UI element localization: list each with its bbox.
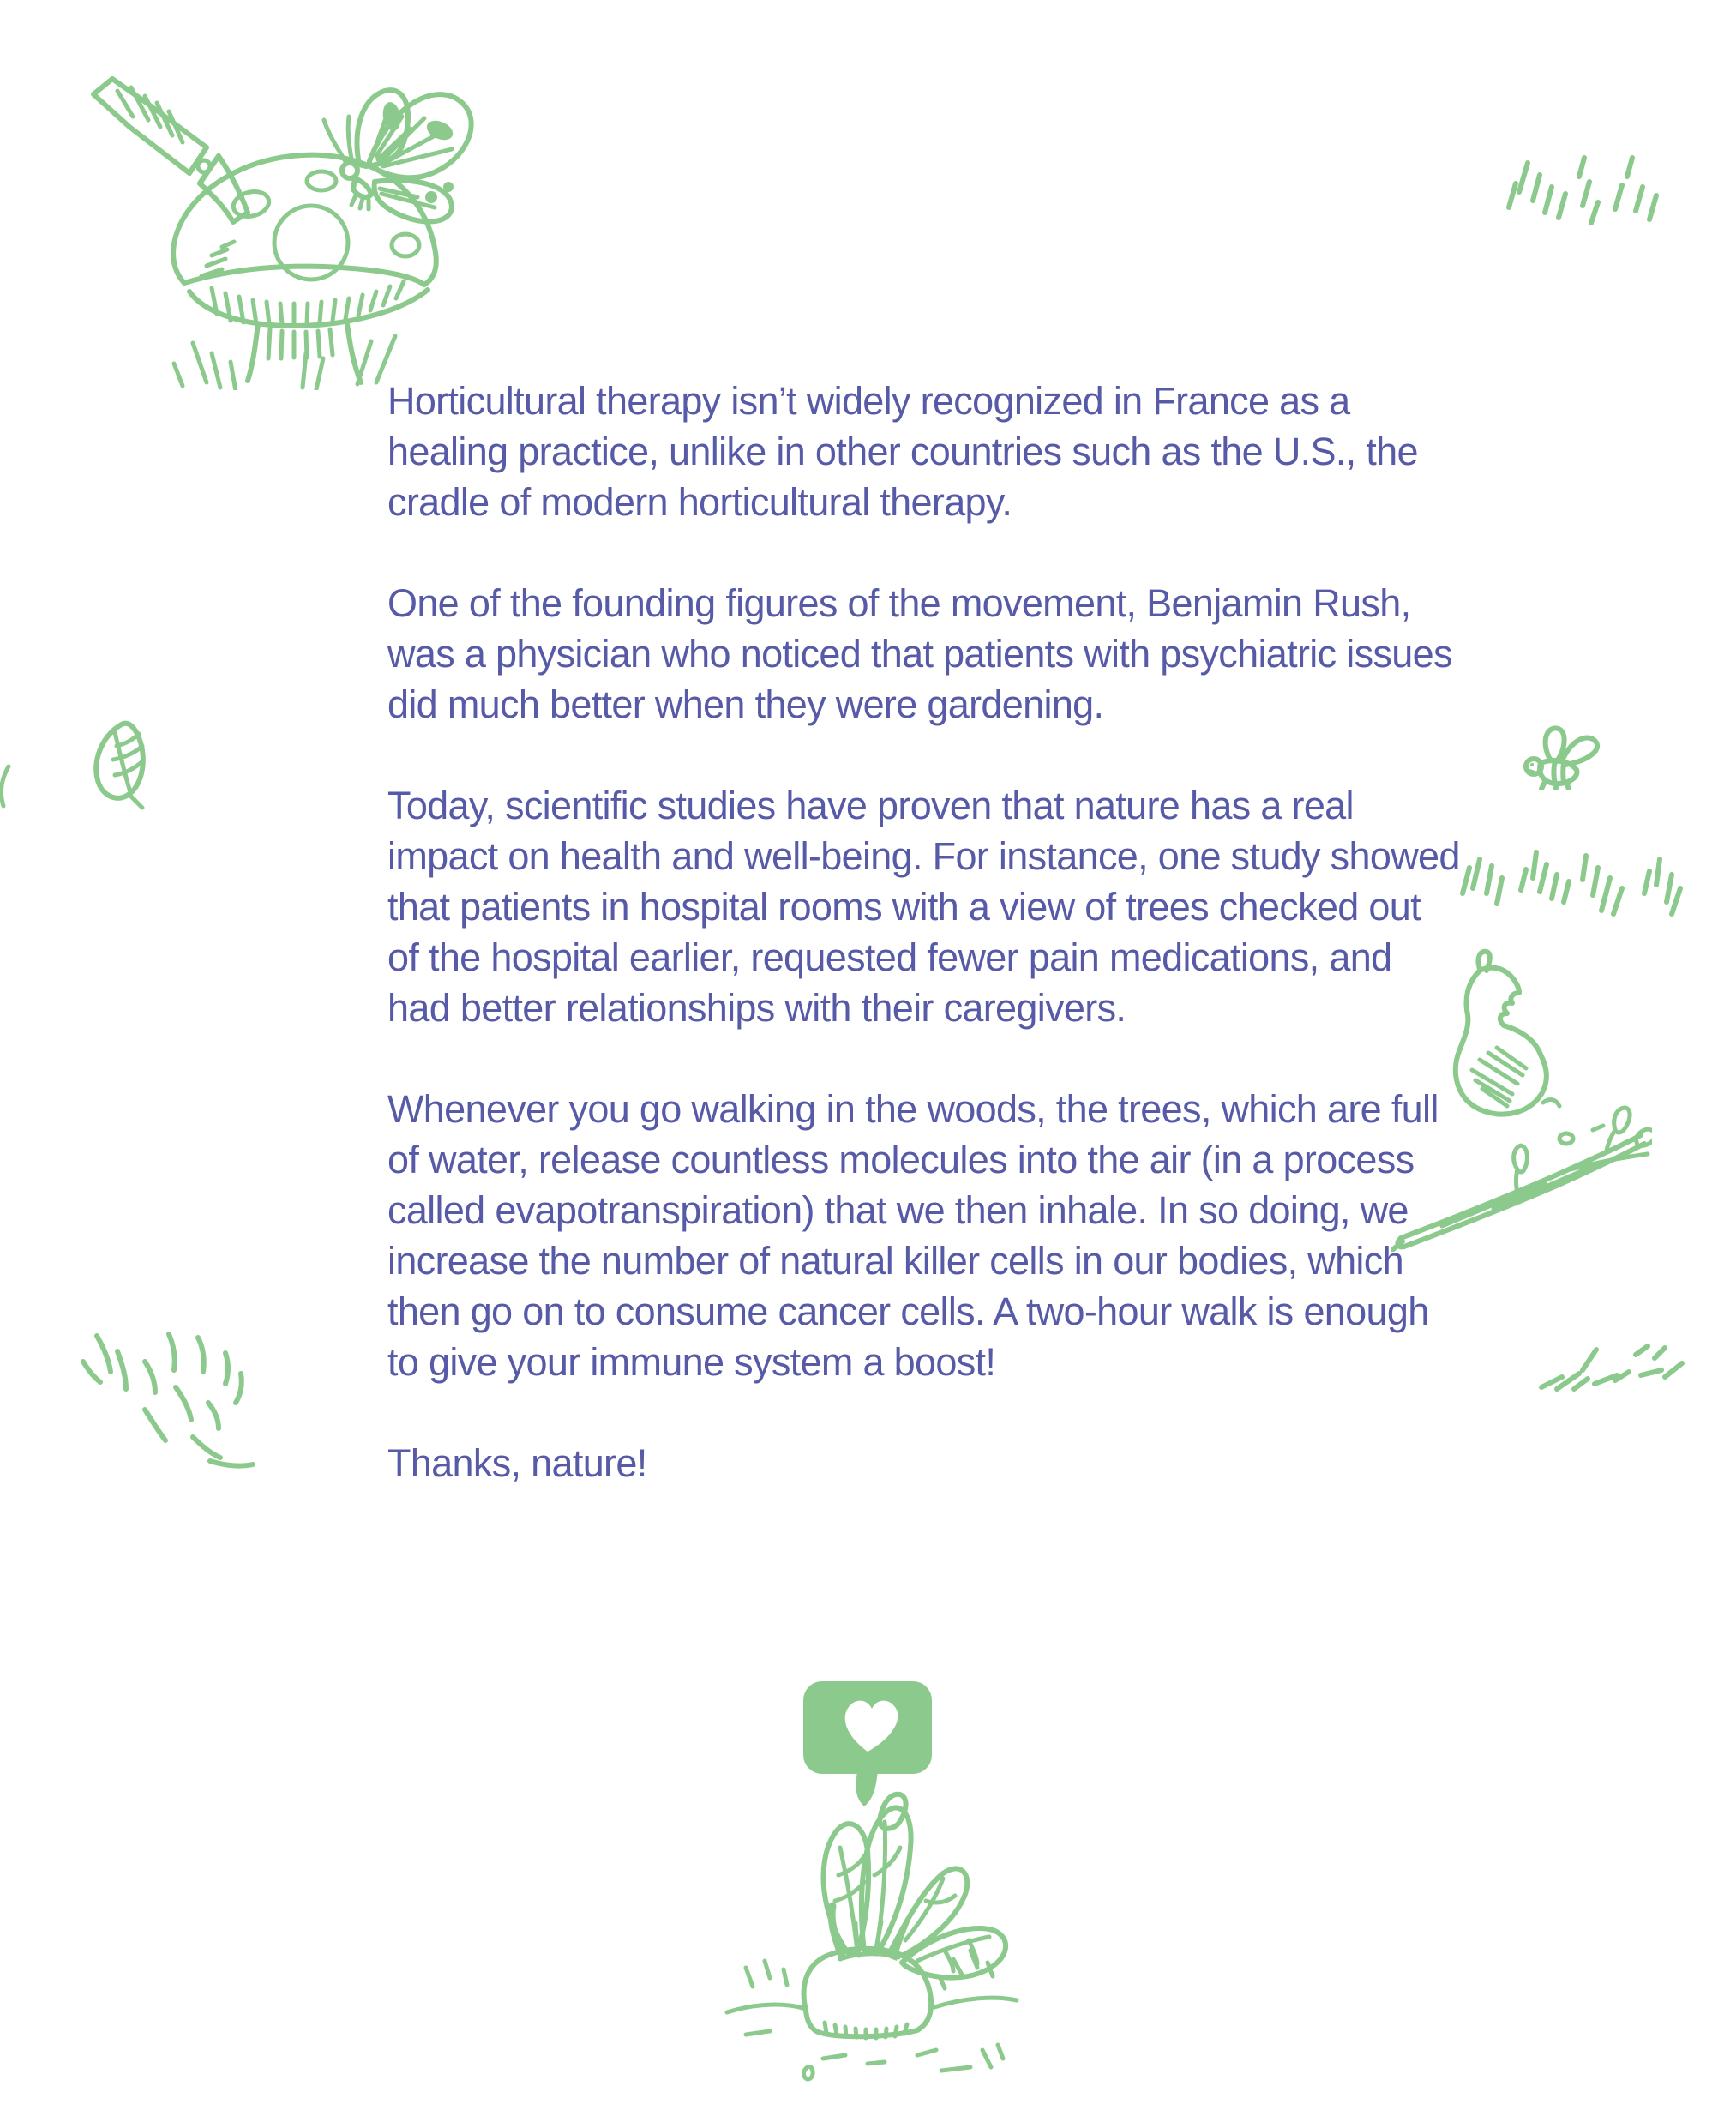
mushroom-icon [173,155,436,390]
text-line: had better relationships with their caregivers. [387,986,1126,1030]
branch-icon [1392,1108,1652,1250]
text-line: Whenever you go walking in the woods, the trees, which are full [387,1087,1439,1131]
butterfly-icon [324,90,472,221]
grass-ticks-bottom-right [1535,1331,1687,1399]
like-heart-bubble-icon [803,1681,932,1806]
grass-icon [1541,1346,1682,1389]
text-line: Horticultural therapy isn’t widely recognized in France as a [387,379,1350,423]
text-line: impact on health and well-being. For instance, one study showed [387,834,1460,878]
text-line: called evapotranspiration) that we then inhale. In so doing, we [387,1188,1409,1232]
mushroom-knife-butterfly-illustration [64,69,506,390]
grass-ticks-mid-right [1451,840,1686,922]
pear-icon [1456,952,1603,1144]
paragraph [387,1438,1459,1488]
paragraph [387,578,1459,730]
paragraph [387,376,1459,527]
leaf-illustration [86,720,159,810]
knife-icon [93,79,248,222]
text-line: that patients in hospital rooms with a view of trees checked out [387,885,1421,929]
bee-icon [1526,728,1597,790]
plant-icon [727,1794,1017,2079]
grass-icon [1463,852,1680,914]
text-line: of water, release countless molecules into the air (in a process [387,1138,1415,1181]
text-line: to give your immune system a boost! [387,1340,996,1384]
edge-stroke-icon [2,766,9,806]
text-line: One of the founding figures of the movement, Benjamin Rush, [387,581,1411,625]
scattered-grass-bottom-left [73,1327,257,1469]
grass-icon [1509,158,1656,223]
text-line: Thanks, nature! [387,1441,647,1485]
text-line: healing practice, unlike in other countries such as the U.S., the [387,430,1418,473]
page-edge-leaf-mark [0,763,14,810]
bee-illustration [1519,722,1601,790]
text-line: was a physician who noticed that patients with psychiatric issues [387,632,1452,676]
paragraph [387,780,1459,1033]
paragraph [387,1084,1459,1387]
grass-ticks-top-right [1502,153,1673,225]
text-line: cradle of modern horticultural therapy. [387,480,1012,524]
sprouting-plant-like-heart-illustration [720,1668,1046,2096]
body-text [387,376,1459,1539]
grass-icon [83,1334,253,1466]
bitten-pear-branch-illustration [1391,943,1652,1252]
text-line: Today, scientific studies have proven that nature has a real [387,784,1354,827]
text-line: did much better when they were gardening. [387,682,1104,726]
text-line: then go on to consume cancer cells. A two-hour walk is enough [387,1289,1429,1333]
leaf-icon [96,724,143,808]
text-line: of the hospital earlier, requested fewer pain medications, and [387,935,1392,979]
text-line: increase the number of natural killer cells in our bodies, which [387,1239,1403,1283]
